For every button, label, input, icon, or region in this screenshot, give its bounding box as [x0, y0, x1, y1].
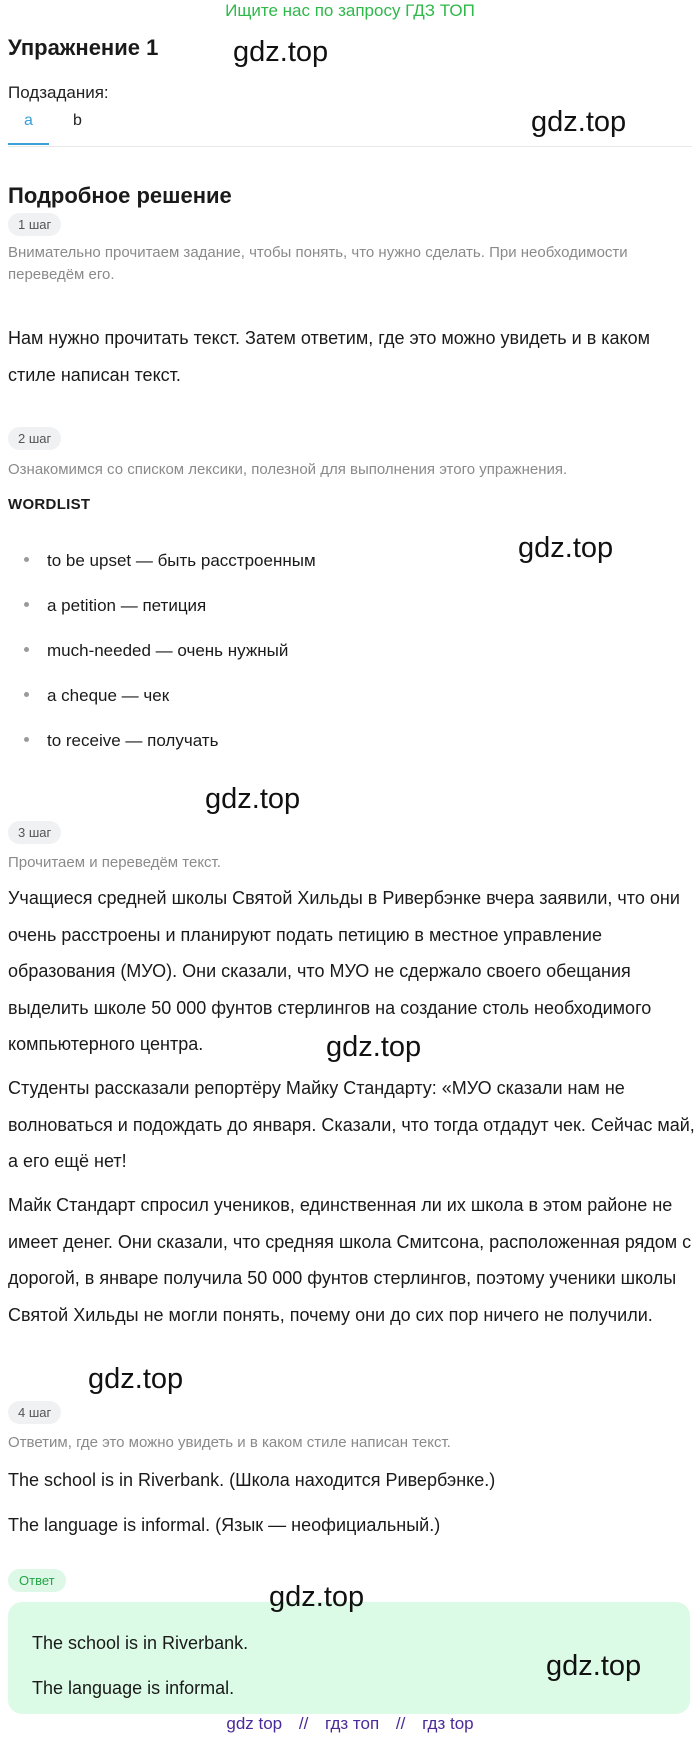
- subtasks-label: Подзадания:: [8, 83, 109, 102]
- watermark: gdz.top: [233, 36, 329, 68]
- watermark: gdz.top: [205, 783, 301, 815]
- footer-separator: //: [298, 1714, 309, 1733]
- footer-links: [0, 1714, 700, 1734]
- solution-title: Подробное решение: [8, 183, 232, 208]
- step-2-hint: Ознакомимся со списком лексики, полезной для выполнения этого упражнения.: [8, 461, 568, 478]
- footer-link[interactable]: гдз top: [422, 1714, 474, 1733]
- exercise-title: Упражнение 1: [8, 35, 159, 60]
- watermark: gdz.top: [269, 1581, 365, 1613]
- step-4-line: The language is informal. (Язык — неофициальный.): [8, 1515, 441, 1535]
- watermark: gdz.top: [88, 1363, 184, 1395]
- wordlist-item: a cheque — чек: [24, 686, 169, 706]
- step-1-text: Нам нужно прочитать текст. Затем ответим, где это можно увидеть и в каком стиле написан текст.: [8, 328, 651, 385]
- step-1-hint: Внимательно прочитаем задание, чтобы понять, что нужно сделать. При необходимости переведём его.: [8, 244, 628, 283]
- step-2-badge: 2 шаг: [8, 427, 61, 450]
- wordlist-title: WORDLIST: [8, 496, 91, 513]
- tab-a[interactable]: a: [24, 112, 33, 129]
- bullet-icon: [24, 647, 29, 652]
- footer-separator: //: [395, 1714, 406, 1733]
- answer-badge: Ответ: [8, 1569, 66, 1592]
- step-1-badge: 1 шаг: [8, 213, 61, 236]
- step-3-badge: 3 шаг: [8, 821, 61, 844]
- bullet-icon: [24, 557, 29, 562]
- footer-link[interactable]: гдз топ: [325, 1714, 380, 1733]
- watermark: gdz.top: [326, 1031, 422, 1063]
- step-3-paragraph: Студенты рассказали репортёру Майку Стандарту: «МУО сказали нам не волноваться и подождать до января. Сказали, что тогда отдадут чек. Сейчас май, а его ещё нет!: [8, 1078, 695, 1171]
- top-banner[interactable]: Ищите нас по запросу ГДЗ ТОП: [225, 1, 475, 20]
- footer-link[interactable]: gdz top: [226, 1714, 283, 1733]
- active-tab-indicator: [8, 143, 49, 145]
- step-4-hint: Ответим, где это можно увидеть и в каком стиле написан текст.: [8, 1434, 451, 1451]
- step-3-paragraph: Учащиеся средней школы Святой Хильды в Ривербэнке вчера заявили, что они очень расстроены и планируют подать петицию в местное управление образования (МУО). Они сказали, что МУО не сдержало своего обещания выделить школе 50 000 фунтов стерлингов на создание столь необходимого компьютерного центра.: [8, 888, 680, 1054]
- answer-line: The school is in Riverbank.: [32, 1633, 249, 1653]
- wordlist-item: to be upset — быть расстроенным: [24, 551, 316, 571]
- bullet-icon: [24, 692, 29, 697]
- watermark: gdz.top: [546, 1650, 642, 1682]
- wordlist-item: much-needed — очень нужный: [24, 641, 288, 661]
- wordlist-item: a petition — петиция: [24, 596, 206, 616]
- wordlist-item: to receive — получать: [24, 731, 218, 751]
- tab-b[interactable]: b: [73, 112, 82, 129]
- step-4-line: The school is in Riverbank. (Школа находится Ривербэнке.): [8, 1470, 496, 1490]
- watermark: gdz.top: [518, 532, 614, 564]
- bullet-icon: [24, 737, 29, 742]
- step-3-paragraph: Майк Стандарт спросил учеников, единственная ли их школа в этом районе не имеет денег. Они сказали, что средняя школа Смитсона, расположенная рядом с дорогой, в январе получила 50 000 фунтов стерлингов, поэтому ученики школы Святой Хильды не могли понять, почему они до сих пор ничего не получили.: [8, 1195, 692, 1325]
- answer-line: The language is informal.: [32, 1678, 235, 1698]
- bullet-icon: [24, 602, 29, 607]
- watermark: gdz.top: [531, 106, 627, 138]
- step-3-hint: Прочитаем и переведём текст.: [8, 854, 221, 871]
- step-4-badge: 4 шаг: [8, 1401, 61, 1424]
